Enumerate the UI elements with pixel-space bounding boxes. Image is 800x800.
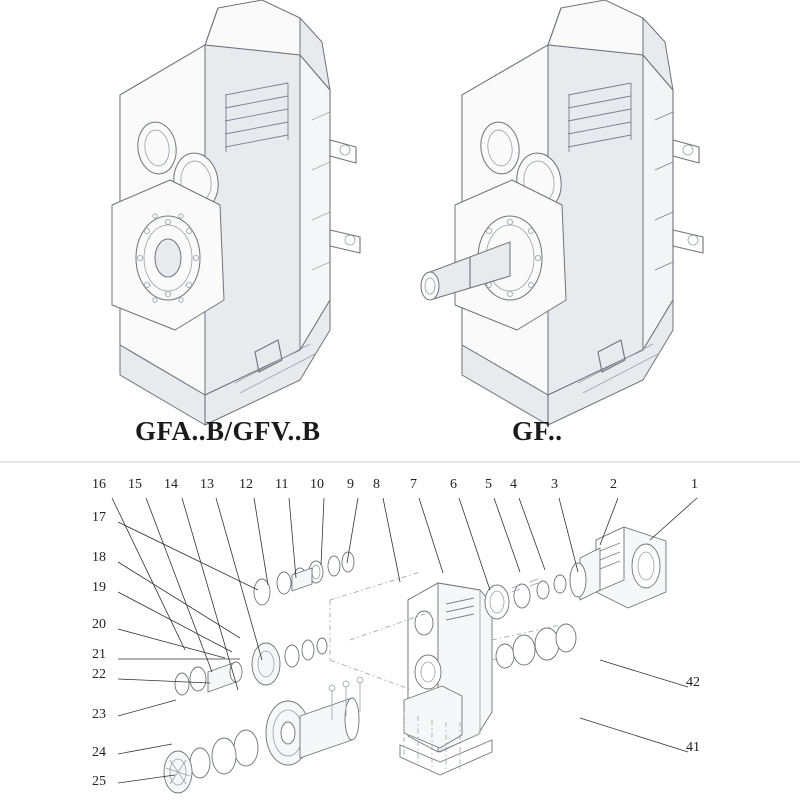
exploded-parts-drawing: [112, 498, 697, 793]
callout-number-12: 12: [239, 477, 253, 492]
callout-number-2: 2: [610, 477, 617, 492]
gearbox-left-view: [112, 0, 360, 425]
callout-number-22: 22: [92, 667, 106, 682]
callout-number-25: 25: [92, 774, 106, 789]
callout-number-16: 16: [92, 477, 106, 492]
callout-number-1: 1: [691, 477, 698, 492]
leader-lines-right: [580, 660, 688, 752]
callout-number-8: 8: [373, 477, 380, 492]
callout-number-17: 17: [92, 510, 106, 525]
callout-number-14: 14: [164, 477, 178, 492]
callout-number-18: 18: [92, 550, 106, 565]
callout-number-6: 6: [450, 477, 457, 492]
callout-number-24: 24: [92, 745, 106, 760]
callout-number-20: 20: [92, 617, 106, 632]
callout-number-19: 19: [92, 580, 106, 595]
caption-gf: GF..: [512, 416, 563, 446]
callout-number-41: 41: [686, 740, 700, 755]
callout-number-9: 9: [347, 477, 354, 492]
callout-number-15: 15: [128, 477, 142, 492]
caption-gfa-gfv: GFA..B/GFV..B: [135, 416, 321, 446]
callout-number-3: 3: [551, 477, 558, 492]
callout-number-42: 42: [686, 675, 700, 690]
callout-number-5: 5: [485, 477, 492, 492]
callout-number-4: 4: [510, 477, 517, 492]
callout-number-7: 7: [410, 477, 417, 492]
callout-number-13: 13: [200, 477, 214, 492]
callout-number-21: 21: [92, 647, 106, 662]
callout-number-11: 11: [275, 477, 289, 492]
callout-number-10: 10: [310, 477, 324, 492]
callout-number-23: 23: [92, 707, 106, 722]
gearbox-right-view: [421, 0, 703, 425]
